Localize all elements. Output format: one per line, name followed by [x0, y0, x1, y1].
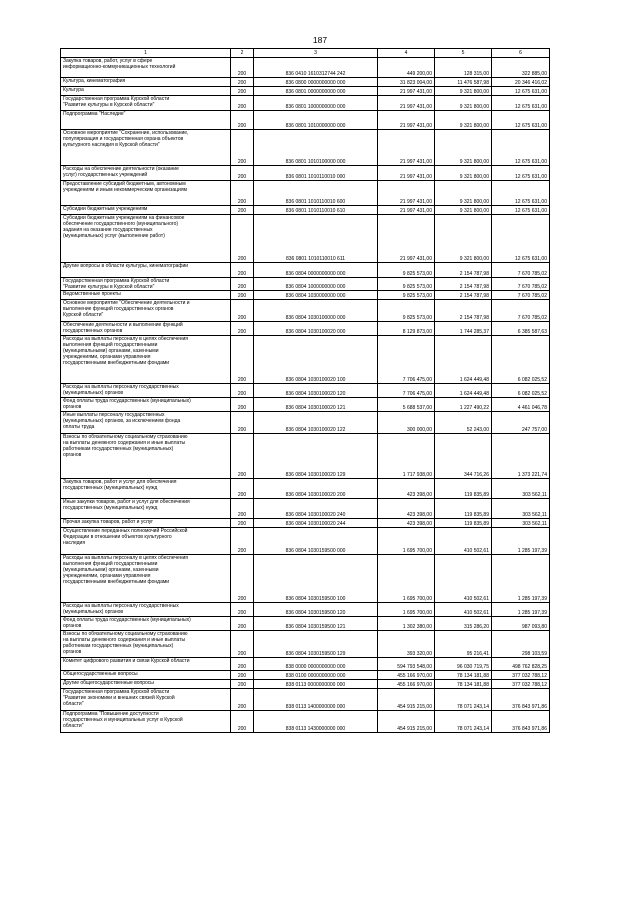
- approved-amount: 449 200,00: [378, 58, 435, 78]
- line-code: 200: [231, 166, 254, 181]
- remaining-amount: 12 675 631,00: [492, 206, 550, 215]
- budget-classification-code: 836 0801 1010110010 600: [254, 181, 378, 206]
- row-name-text: Государственная программа Курской области "Развитие экономики и внешних связей Курской области": [63, 689, 175, 707]
- line-code: 200: [231, 130, 254, 166]
- executed-amount: 315 286,20: [435, 617, 492, 631]
- remaining-amount: 322 885,00: [492, 58, 550, 78]
- budget-classification-code: 836 0410 1610312744 242: [254, 58, 378, 78]
- line-code: 200: [231, 711, 254, 733]
- line-code: 200: [231, 181, 254, 206]
- row-name: [61, 336, 231, 384]
- budget-classification-code: 836 0800 0000000000 000: [254, 78, 378, 87]
- row-name: [61, 398, 231, 412]
- remaining-amount: 6 385 587,63: [492, 322, 550, 336]
- remaining-amount: 12 675 631,00: [492, 96, 550, 111]
- approved-amount: 21 997 431,00: [378, 215, 435, 263]
- executed-amount: 9 321 800,00: [435, 96, 492, 111]
- executed-amount: 1 744 285,37: [435, 322, 492, 336]
- remaining-amount: 498 762 828,25: [492, 658, 550, 671]
- remaining-amount: 4 461 046,78: [492, 398, 550, 412]
- row-name-text: Иные закупки товаров, работ и услуг для обеспечения государственных (муниципальных) нужд: [63, 499, 190, 511]
- executed-amount: 78 134 181,88: [435, 680, 492, 689]
- table-row: [61, 689, 550, 711]
- budget-classification-code: 836 0801 1000000000 000: [254, 96, 378, 111]
- budget-classification-code: 838 0100 0000000000 000: [254, 671, 378, 680]
- row-name: [61, 300, 231, 322]
- row-name-text: Расходы на выплаты персоналу в целях обеспечения выполнения функций государственными (муниципальными) органами, казенными учреждениями, органами управления государственными внебюджетными фондами: [63, 336, 188, 366]
- row-name: [61, 87, 231, 96]
- row-name-text: Прочая закупка товаров, работ и услуг: [63, 519, 154, 525]
- table-row: [61, 300, 550, 322]
- row-name: [61, 412, 231, 434]
- remaining-amount: 7 670 785,02: [492, 300, 550, 322]
- table-row: [61, 499, 550, 519]
- row-name: [61, 711, 231, 733]
- row-name: [61, 96, 231, 111]
- budget-classification-code: 836 0804 1030100020 000: [254, 322, 378, 336]
- remaining-amount: 1 285 197,39: [492, 555, 550, 603]
- budget-classification-code: 836 0804 1030100020 121: [254, 398, 378, 412]
- line-code: 200: [231, 658, 254, 671]
- approved-amount: 423 398,00: [378, 499, 435, 519]
- line-code: 200: [231, 336, 254, 384]
- remaining-amount: 12 675 631,00: [492, 181, 550, 206]
- remaining-amount: 376 843 971,86: [492, 711, 550, 733]
- row-name-text: Основное мероприятие "Обеспечение деятельности и выполнение функций государственных органов Курской области": [63, 300, 190, 318]
- executed-amount: 96 030 719,75: [435, 658, 492, 671]
- row-name: [61, 680, 231, 689]
- remaining-amount: 1 285 197,39: [492, 528, 550, 555]
- remaining-amount: 12 675 631,00: [492, 111, 550, 130]
- line-code: 200: [231, 300, 254, 322]
- approved-amount: 7 706 475,00: [378, 336, 435, 384]
- row-name-text: Общегосударственные вопросы: [63, 671, 138, 677]
- approved-amount: 594 793 548,00: [378, 658, 435, 671]
- table-row: [61, 434, 550, 479]
- approved-amount: 423 398,00: [378, 479, 435, 499]
- row-name: [61, 166, 231, 181]
- remaining-amount: 377 032 788,12: [492, 671, 550, 680]
- line-code: 200: [231, 412, 254, 434]
- budget-classification-code: 836 0804 1030100020 244: [254, 519, 378, 528]
- remaining-amount: 20 346 416,02: [492, 78, 550, 87]
- row-name: [61, 499, 231, 519]
- executed-amount: 9 321 800,00: [435, 87, 492, 96]
- approved-amount: 1 717 938,00: [378, 434, 435, 479]
- row-name-text: Расходы на обеспечение деятельности (оказание услуг) государственных учреждений: [63, 166, 179, 178]
- table-row: [61, 384, 550, 398]
- row-name-text: Государственная программа Курской области "Развитие культуры в Курской области": [63, 96, 170, 108]
- budget-classification-code: 836 0804 1030000000 000: [254, 291, 378, 300]
- executed-amount: 2 154 787,98: [435, 300, 492, 322]
- budget-classification-code: 838 0113 1400000000 000: [254, 689, 378, 711]
- approved-amount: 1 302 380,00: [378, 617, 435, 631]
- approved-amount: 423 398,00: [378, 519, 435, 528]
- line-code: 200: [231, 680, 254, 689]
- approved-amount: 21 997 431,00: [378, 181, 435, 206]
- budget-classification-code: 836 0804 1030100020 200: [254, 479, 378, 499]
- executed-amount: 1 624 449,48: [435, 384, 492, 398]
- table-row: [61, 263, 550, 278]
- line-code: 200: [231, 263, 254, 278]
- budget-classification-code: 836 0804 1030159500 121: [254, 617, 378, 631]
- approved-amount: 21 997 431,00: [378, 130, 435, 166]
- row-name-text: Другие вопросы в области культуры, кинематографии: [63, 263, 189, 269]
- line-code: 200: [231, 631, 254, 658]
- row-name-text: Предоставление субсидий бюджетным, автономным учреждениям и иным некоммерческим организациям: [63, 181, 187, 193]
- budget-classification-code: 836 0804 1030100000 000: [254, 300, 378, 322]
- budget-classification-code: 836 0804 1030159500 129: [254, 631, 378, 658]
- approved-amount: 9 825 573,00: [378, 291, 435, 300]
- remaining-amount: 247 757,00: [492, 412, 550, 434]
- row-name-text: Расходы на выплаты персоналу государственных (муниципальных) органов: [63, 603, 179, 615]
- executed-amount: 95 216,41: [435, 631, 492, 658]
- remaining-amount: 376 843 971,86: [492, 689, 550, 711]
- budget-classification-code: 836 0804 1030100020 240: [254, 499, 378, 519]
- row-name: [61, 181, 231, 206]
- remaining-amount: 303 562,11: [492, 519, 550, 528]
- budget-classification-code: 836 0804 0000000000 000: [254, 263, 378, 278]
- row-name-text: Другие общегосударственные вопросы: [63, 680, 154, 686]
- row-name: [61, 555, 231, 603]
- row-name: [61, 263, 231, 278]
- line-code: 200: [231, 278, 254, 291]
- approved-amount: 21 997 431,00: [378, 96, 435, 111]
- remaining-amount: 12 675 631,00: [492, 130, 550, 166]
- table-row: [61, 528, 550, 555]
- page-number: 187: [312, 35, 328, 45]
- line-code: 200: [231, 555, 254, 603]
- line-code: 200: [231, 322, 254, 336]
- column-header: 6: [492, 49, 550, 58]
- approved-amount: 455 166 970,00: [378, 671, 435, 680]
- budget-classification-code: 838 0113 0000000000 000: [254, 680, 378, 689]
- column-header: 2: [231, 49, 254, 58]
- row-name-text: Расходы на выплаты персоналу государственных (муниципальных) органов: [63, 384, 179, 396]
- budget-classification-code: 836 0804 1030159500 100: [254, 555, 378, 603]
- table-row: [61, 130, 550, 166]
- remaining-amount: 12 675 631,00: [492, 87, 550, 96]
- row-name-text: Государственная программа Курской области "Развитие культуры в Курской области": [63, 278, 170, 290]
- row-name-text: Подпрограмма "Наследие": [63, 111, 126, 117]
- row-name-text: Взносы по обязательному социальному страхованию на выплаты денежного содержания и иные выплаты работникам государственных (муниципальных) органов: [63, 434, 188, 458]
- header-row: [61, 49, 550, 58]
- executed-amount: 9 321 800,00: [435, 166, 492, 181]
- line-code: 200: [231, 58, 254, 78]
- row-name: [61, 58, 231, 78]
- executed-amount: 2 154 787,98: [435, 278, 492, 291]
- remaining-amount: 1 373 221,74: [492, 434, 550, 479]
- remaining-amount: 987 093,80: [492, 617, 550, 631]
- line-code: 200: [231, 519, 254, 528]
- approved-amount: 21 997 431,00: [378, 166, 435, 181]
- budget-classification-code: 836 0804 1030100020 100: [254, 336, 378, 384]
- approved-amount: 1 695 700,00: [378, 528, 435, 555]
- row-name-text: Фонд оплаты труда государственных (муниципальных) органов: [63, 398, 191, 410]
- budget-classification-code: 838 0000 0000000000 000: [254, 658, 378, 671]
- executed-amount: 52 243,00: [435, 412, 492, 434]
- line-code: 200: [231, 689, 254, 711]
- executed-amount: 9 321 800,00: [435, 206, 492, 215]
- budget-classification-code: 836 0804 1030100020 120: [254, 384, 378, 398]
- executed-amount: 11 476 587,98: [435, 78, 492, 87]
- line-code: 200: [231, 215, 254, 263]
- line-code: 200: [231, 671, 254, 680]
- executed-amount: 2 154 787,98: [435, 291, 492, 300]
- remaining-amount: 303 562,11: [492, 479, 550, 499]
- row-name: [61, 658, 231, 671]
- approved-amount: 454 915 215,00: [378, 711, 435, 733]
- row-name: [61, 111, 231, 130]
- row-name-text: Закупка товаров, работ, услуг в сфере информационно-коммуникационных технологий: [63, 58, 176, 70]
- row-name: [61, 322, 231, 336]
- approved-amount: 393 320,00: [378, 631, 435, 658]
- line-code: 200: [231, 479, 254, 499]
- executed-amount: 119 835,89: [435, 479, 492, 499]
- approved-amount: 300 000,00: [378, 412, 435, 434]
- approved-amount: 21 997 431,00: [378, 111, 435, 130]
- line-code: 200: [231, 87, 254, 96]
- row-name-text: Комитет цифрового развития и связи Курской области: [63, 658, 190, 664]
- budget-classification-code: 836 0801 1010110010 000: [254, 166, 378, 181]
- remaining-amount: 303 562,11: [492, 499, 550, 519]
- remaining-amount: 6 082 025,52: [492, 336, 550, 384]
- table-row: [61, 111, 550, 130]
- executed-amount: 9 321 800,00: [435, 181, 492, 206]
- table-row: [61, 291, 550, 300]
- table-row: [61, 181, 550, 206]
- row-name-text: Осуществление переданных полномочий Российской Федерации в отношении объектов культурного наследия: [63, 528, 188, 546]
- approved-amount: 7 706 475,00: [378, 384, 435, 398]
- executed-amount: 78 071 243,14: [435, 711, 492, 733]
- budget-classification-code: 836 0804 1030100020 129: [254, 434, 378, 479]
- line-code: 200: [231, 96, 254, 111]
- table-row: [61, 412, 550, 434]
- row-name-text: Расходы на выплаты персоналу в целях обеспечения выполнения функций государственными (муниципальными) органами, казенными учреждениями, органами управления государственными внебюджетными фондами: [63, 555, 188, 585]
- executed-amount: 9 321 800,00: [435, 111, 492, 130]
- table-row: [61, 711, 550, 733]
- table-row: [61, 479, 550, 499]
- remaining-amount: 298 103,59: [492, 631, 550, 658]
- row-name-text: Субсидии бюджетным учреждениям: [63, 206, 148, 212]
- executed-amount: 128 315,00: [435, 58, 492, 78]
- row-name: [61, 384, 231, 398]
- line-code: 200: [231, 206, 254, 215]
- executed-amount: 1 624 449,48: [435, 336, 492, 384]
- table-row: [61, 96, 550, 111]
- row-name-text: Фонд оплаты труда государственных (муниципальных) органов: [63, 617, 191, 629]
- row-name: [61, 206, 231, 215]
- row-name-text: Культура, кинематография: [63, 78, 126, 84]
- approved-amount: 8 129 873,00: [378, 322, 435, 336]
- approved-amount: 5 688 537,00: [378, 398, 435, 412]
- row-name: [61, 130, 231, 166]
- approved-amount: 454 915 215,00: [378, 689, 435, 711]
- executed-amount: 344 716,26: [435, 434, 492, 479]
- remaining-amount: 12 675 631,00: [492, 166, 550, 181]
- table-row: [61, 166, 550, 181]
- row-name: [61, 671, 231, 680]
- row-name: [61, 631, 231, 658]
- row-name: [61, 528, 231, 555]
- executed-amount: 410 502,61: [435, 555, 492, 603]
- row-name: [61, 215, 231, 263]
- budget-classification-code: 838 0113 1430000000 000: [254, 711, 378, 733]
- remaining-amount: 7 670 785,02: [492, 278, 550, 291]
- table-row: [61, 671, 550, 680]
- budget-classification-code: 836 0801 0000000000 000: [254, 87, 378, 96]
- column-header: 1: [61, 49, 231, 58]
- row-name: [61, 603, 231, 617]
- column-header: 4: [378, 49, 435, 58]
- row-name: [61, 291, 231, 300]
- line-code: 200: [231, 291, 254, 300]
- column-header: 3: [254, 49, 378, 58]
- table-row: [61, 519, 550, 528]
- table-row: [61, 206, 550, 215]
- approved-amount: 1 695 700,00: [378, 603, 435, 617]
- approved-amount: 31 823 004,00: [378, 78, 435, 87]
- remaining-amount: 12 675 631,00: [492, 215, 550, 263]
- column-header: 5: [435, 49, 492, 58]
- executed-amount: 410 502,61: [435, 603, 492, 617]
- line-code: 200: [231, 617, 254, 631]
- line-code: 200: [231, 78, 254, 87]
- row-name-text: Иные выплаты персоналу государственных (муниципальных) органов, за исключением фонда оплаты труда: [63, 412, 181, 430]
- row-name-text: Закупка товаров, работ и услуг для обеспечения государственных (муниципальных) нужд: [63, 479, 177, 491]
- table-row: [61, 631, 550, 658]
- line-code: 200: [231, 384, 254, 398]
- table-row: [61, 278, 550, 291]
- executed-amount: 1 227 490,22: [435, 398, 492, 412]
- row-name: [61, 278, 231, 291]
- approved-amount: 1 695 700,00: [378, 555, 435, 603]
- approved-amount: 9 825 573,00: [378, 300, 435, 322]
- budget-classification-code: 836 0801 1010000000 000: [254, 111, 378, 130]
- remaining-amount: 7 670 785,02: [492, 291, 550, 300]
- row-name: [61, 434, 231, 479]
- budget-table: [60, 48, 550, 733]
- executed-amount: 78 071 243,14: [435, 689, 492, 711]
- table-row: [61, 78, 550, 87]
- table-row: [61, 58, 550, 78]
- line-code: 200: [231, 528, 254, 555]
- approved-amount: 21 997 431,00: [378, 87, 435, 96]
- approved-amount: 21 997 431,00: [378, 206, 435, 215]
- table-row: [61, 322, 550, 336]
- row-name: [61, 78, 231, 87]
- row-name-text: Основное мероприятие "Сохранение, использование, популяризация и государственная охрана объектов культурного наследия в Курской области": [63, 130, 189, 148]
- approved-amount: 9 825 573,00: [378, 263, 435, 278]
- line-code: 200: [231, 434, 254, 479]
- row-name: [61, 689, 231, 711]
- table-row: [61, 680, 550, 689]
- budget-classification-code: 836 0801 1010110010 610: [254, 206, 378, 215]
- executed-amount: 119 835,89: [435, 519, 492, 528]
- approved-amount: 9 825 573,00: [378, 278, 435, 291]
- line-code: 200: [231, 603, 254, 617]
- row-name-text: Ведомственные проекты: [63, 291, 121, 297]
- budget-classification-code: 836 0804 1000000000 000: [254, 278, 378, 291]
- executed-amount: 78 134 181,88: [435, 671, 492, 680]
- row-name-text: Обеспечение деятельности и выполнение функций государственных органов: [63, 322, 183, 334]
- row-name-text: Субсидии бюджетным учреждениям на финансовое обеспечение государственного (муниципального) задания на оказание государственных (муниципальных) услуг (выполнение работ): [63, 215, 185, 239]
- executed-amount: 2 154 787,98: [435, 263, 492, 278]
- budget-classification-code: 836 0804 1030159500 120: [254, 603, 378, 617]
- row-name: [61, 617, 231, 631]
- executed-amount: 9 321 800,00: [435, 215, 492, 263]
- row-name-text: Подпрограмма "Повышение доступности государственных и муниципальных услуг в Курской области": [63, 711, 183, 729]
- table-row: [61, 215, 550, 263]
- table-row: [61, 555, 550, 603]
- executed-amount: 9 321 800,00: [435, 130, 492, 166]
- row-name: [61, 479, 231, 499]
- approved-amount: 455 166 970,00: [378, 680, 435, 689]
- remaining-amount: 377 032 788,12: [492, 680, 550, 689]
- executed-amount: 410 502,61: [435, 528, 492, 555]
- table-row: [61, 87, 550, 96]
- budget-classification-code: 836 0801 1010110010 611: [254, 215, 378, 263]
- line-code: 200: [231, 499, 254, 519]
- remaining-amount: 1 285 197,39: [492, 603, 550, 617]
- table-row: [61, 617, 550, 631]
- row-name: [61, 519, 231, 528]
- executed-amount: 119 835,89: [435, 499, 492, 519]
- budget-classification-code: 836 0804 1030100020 122: [254, 412, 378, 434]
- table-row: [61, 336, 550, 384]
- line-code: 200: [231, 398, 254, 412]
- budget-classification-code: 836 0804 1030159500 000: [254, 528, 378, 555]
- budget-classification-code: 836 0801 1010100000 000: [254, 130, 378, 166]
- row-name-text: Культура: [63, 87, 84, 93]
- row-name-text: Взносы по обязательному социальному страхованию на выплаты денежного содержания и иные выплаты работникам государственных (муниципальных) органов: [63, 631, 188, 655]
- table-row: [61, 603, 550, 617]
- table-row: [61, 398, 550, 412]
- remaining-amount: 6 082 025,52: [492, 384, 550, 398]
- line-code: 200: [231, 111, 254, 130]
- remaining-amount: 7 670 785,02: [492, 263, 550, 278]
- table-row: [61, 658, 550, 671]
